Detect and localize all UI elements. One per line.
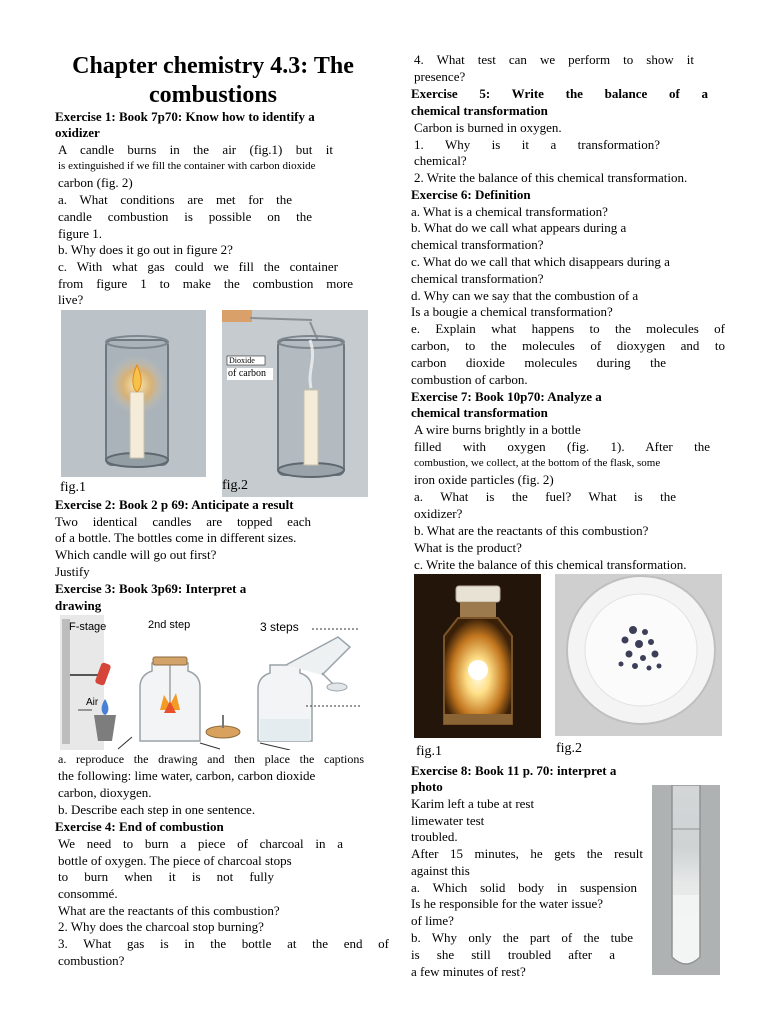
ex8-line: Karim left a tube at rest <box>411 796 535 811</box>
ex6-line: c. What do we call that which disappears during a <box>411 254 670 269</box>
ex2-line: Justify <box>55 564 90 579</box>
ex4-line: combustion? <box>58 953 125 968</box>
ex6-line: b. What do we call what appears during a <box>411 220 627 235</box>
ex7-line: a. What is the fuel? What is the <box>414 489 676 504</box>
ex6-line: Is a bougie a chemical transformation? <box>411 304 613 319</box>
ex1-line: A candle burns in the air (fig.1) but it <box>58 142 333 157</box>
ex8-line: against this <box>411 863 470 878</box>
ex7-line: iron oxide particles (fig. 2) <box>414 472 554 487</box>
ex7-line: b. What are the reactants of this combustion? <box>414 523 649 538</box>
ex1-line: carbon (fig. 2) <box>58 175 133 190</box>
ex3-line: the following: lime water, carbon, carbon dioxide <box>58 768 316 783</box>
ex7-line: oxidizer? <box>414 506 463 521</box>
ex8-line: a few minutes of rest? <box>411 964 526 979</box>
ex4-line: consommé. <box>58 886 118 901</box>
ex5-heading: Exercise 5: Write the balance of a <box>411 86 708 101</box>
ex7-heading-cont: chemical transformation <box>411 405 548 420</box>
ex1-line: c. With what gas could we fill the container <box>58 259 338 274</box>
ex4-line: What are the reactants of this combustion? <box>58 903 280 918</box>
ex2-line: Which candle will go out first? <box>55 547 217 562</box>
ex5-line: chemical? <box>414 153 467 168</box>
ex6-line: carbon dioxide molecules during the <box>411 355 666 370</box>
ex2-line: Two identical candles are topped each <box>55 514 311 529</box>
ex7-fig2-caption: fig.2 <box>556 741 583 756</box>
ex3-line: b. Describe each step in one sentence. <box>58 802 256 817</box>
ex8-heading-cont: photo <box>411 779 443 794</box>
ex1-line: figure 1. <box>58 226 103 241</box>
ex2-heading: Exercise 2: Book 2 p 69: Anticipate a result <box>55 497 294 512</box>
ex7-line: What is the product? <box>414 540 522 555</box>
ex3-heading: Exercise 3: Book 3p69: Interpret a <box>55 581 247 596</box>
ex8-line: Is he responsible for the water issue? <box>411 896 604 911</box>
dioxide-label: Dioxide <box>229 356 255 365</box>
ex6-line: chemical transformation? <box>411 237 544 252</box>
ex6-line: a. What is a chemical transformation? <box>411 204 608 219</box>
ex4-heading: Exercise 4: End of combustion <box>55 819 224 834</box>
ex8-line: is she still troubled after a <box>411 947 615 962</box>
step3-label: 3 steps <box>260 620 299 634</box>
ex6-line: e. Explain what happens to the molecules of <box>411 321 725 336</box>
ex6-line: chemical transformation? <box>411 271 544 286</box>
ex5-heading-cont: chemical transformation <box>411 103 548 118</box>
ex8-line: b. Why only the part of the tube <box>411 930 633 945</box>
ex5-line: 1. Why is it a transformation? <box>414 137 660 152</box>
ex6-line: carbon, to the molecules of dioxygen and to <box>411 338 725 353</box>
combustion-steps-drawing <box>60 615 370 750</box>
ex7-line: filled with oxygen (fig. 1). After the <box>414 439 710 454</box>
air-label: Air <box>86 697 99 708</box>
ex1-fig2-caption: fig.2 <box>222 478 249 493</box>
ex4-line: bottle of oxygen. The piece of charcoal stops <box>58 853 292 868</box>
ex6-line: combustion of carbon. <box>411 372 528 387</box>
q4-line: presence? <box>414 69 466 84</box>
q4-line: 4. What test can we perform to show it <box>414 52 694 67</box>
ex7-line: A wire burns brightly in a bottle <box>414 422 581 437</box>
ex8-line: of lime? <box>411 913 454 928</box>
ex3-line: carbon, dioxygen. <box>58 785 152 800</box>
ex8-heading: Exercise 8: Book 11 p. 70: interpret a <box>411 763 617 778</box>
step2-label: 2nd step <box>148 619 191 631</box>
ex8-line: a. Which solid body in suspension <box>411 880 637 895</box>
step1-label: F-stage <box>69 621 107 633</box>
ex4-line: to burn when it is not fully <box>58 869 274 884</box>
ex7-line: combustion, we collect, at the bottom of the flask, some <box>414 457 661 469</box>
candle-burning-photo <box>61 310 206 477</box>
ex7-line: c. Write the balance of this chemical transformation. <box>414 557 687 572</box>
ex1-line: from figure 1 to make the combustion more <box>58 276 353 291</box>
limewater-tube-photo <box>652 785 720 975</box>
ex8-line: troubled. <box>411 829 458 844</box>
candle-extinguished-photo <box>222 310 368 497</box>
ex1-heading-cont: oxidizer <box>55 125 100 140</box>
ex1-line: is extinguished if we fill the container with carbon dioxide <box>58 160 316 172</box>
ex5-line: Carbon is burned in oxygen. <box>414 120 562 135</box>
ex1-fig1-caption: fig.1 <box>60 480 87 495</box>
ex1-line: live? <box>58 292 84 307</box>
ex5-line: 2. Write the balance of this chemical transformation. <box>414 170 688 185</box>
ex2-line: of a bottle. The bottles come in different sizes. <box>55 530 297 545</box>
ex3-heading-cont: drawing <box>55 598 102 613</box>
ex1-line: a. What conditions are met for the <box>58 192 292 207</box>
ex6-heading: Exercise 6: Definition <box>411 187 531 202</box>
ex4-line: 2. Why does the charcoal stop burning? <box>58 919 264 934</box>
ex6-line: d. Why can we say that the combustion of a <box>411 288 639 303</box>
ex1-line: candle combustion is possible on the <box>58 209 312 224</box>
page-title: Chapter chemistry 4.3: The combustions <box>72 53 354 108</box>
ex1-line: b. Why does it go out in figure 2? <box>58 242 233 257</box>
ex4-line: We need to burn a piece of charcoal in a <box>58 836 343 851</box>
ex7-heading: Exercise 7: Book 10p70: Analyze a <box>411 389 602 404</box>
carbon-label: of carbon <box>228 368 267 379</box>
wire-burning-photo <box>414 574 541 738</box>
iron-oxide-plate-photo <box>555 574 722 736</box>
ex3-line: a. reproduce the drawing and then place the captions <box>58 752 364 766</box>
ex7-fig1-caption: fig.1 <box>416 744 443 759</box>
ex8-line: After 15 minutes, he gets the result <box>411 846 643 861</box>
ex8-line: limewater test <box>411 813 485 828</box>
ex1-heading: Exercise 1: Book 7p70: Know how to identify a <box>55 109 315 124</box>
ex4-line: 3. What gas is in the bottle at the end of <box>58 936 389 951</box>
